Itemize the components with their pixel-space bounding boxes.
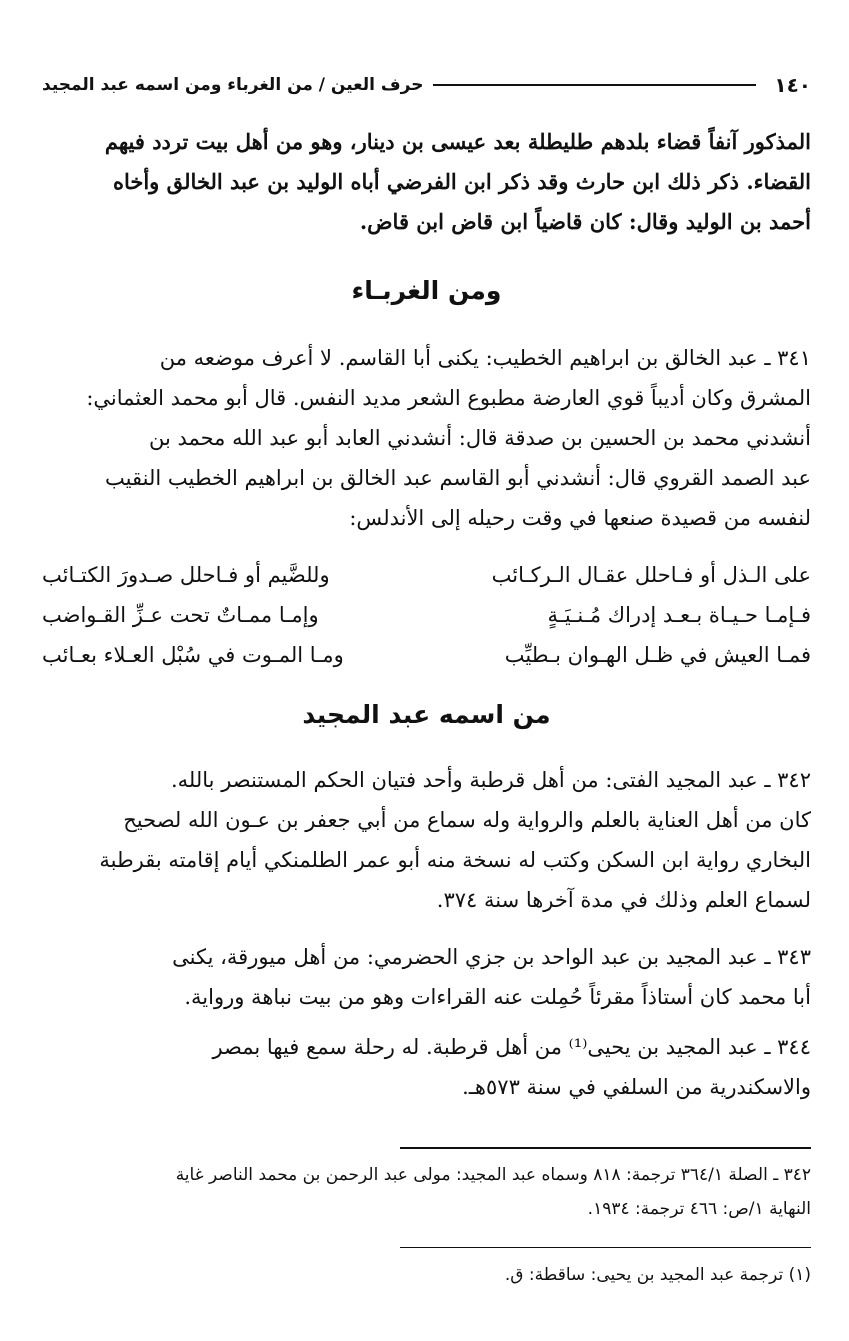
text-line: أبا محمد كان أستاذاً مقرئاً حُمِلت عنه القراءات وهو من بيت نباهة ورواية. [184, 985, 811, 1009]
entry-341 [42, 338, 811, 538]
footnote-separator [400, 1147, 811, 1149]
footnote-1 [42, 1258, 811, 1292]
text-line: عبد الصمد القروي قال: أنشدني أبو القاسم عبد الخالق بن ابراهيم الخطيب النقيب [105, 466, 811, 490]
poem-verses [42, 555, 811, 675]
verse-row [42, 635, 811, 675]
text-line: أنشدني محمد بن الحسين بن صدقة قال: أنشدني العابد أبو عبد الله محمد بن [148, 426, 811, 450]
footnote-line: ٣٤٢ ـ الصلة ٣٦٤/١ ترجمة: ٨١٨ وسماه عبد المجيد: مولى عبد الرحمن بن محمد الناصر غاية [175, 1165, 811, 1185]
entry-343 [42, 937, 811, 1017]
text-line: لنفسه من قصيدة صنعها في وقت رحيله إلى الأندلس: [349, 506, 811, 530]
page-number: ١٤٠ [774, 73, 811, 97]
header-title: حرف العين / من الغرباء ومن اسمه عبد المجيد [42, 75, 424, 95]
text-line: ٣٤٤ ـ عبد المجيد بن يحيى⁽¹⁾ من أهل قرطبة. له رحلة سمع فيها بمصر [212, 1035, 811, 1059]
section-heading-strangers: ومن الغربـاء [351, 276, 502, 305]
text-line: القضاء. ذكر ذلك ابن حارث وقد ذكر ابن الفرضي أباه الوليد بن عبد الخالق وأخاه [112, 169, 811, 194]
text-line: البخاري رواية ابن السكن وكتب له نسخة منه أبو عمر الطلمنكي أيام إقامته بقرطبة [99, 848, 811, 872]
verse-row [42, 555, 811, 595]
verse-second-hemistich: وللضَّيم أو فـاحلل صـدورَ الكتـائب [42, 563, 330, 587]
footnote-line: (١) ترجمة عبد المجيد بن يحيى: ساقطة: ق. [504, 1265, 811, 1285]
footnote-line: النهاية ١/ص: ٤٦٦ ترجمة: ١٩٣٤. [587, 1199, 811, 1219]
intro-paragraph [42, 122, 811, 242]
text-line: المذكور آنفاً قضاء بلدهم طليطلة بعد عيسى بن دينار، وهو من أهل بيت تردد فيهم [104, 129, 811, 154]
verse-first-hemistich: على الـذل أو فـاحلل عقـال الـركـائب [491, 563, 811, 587]
text-line: كان من أهل العناية بالعلم والرواية وله سماع من أبي جعفر بن عـون الله لصحيح [123, 808, 811, 832]
footnote-sources [42, 1158, 811, 1226]
text-line: والاسكندرية من السلفي في سنة ٥٧٣هـ. [462, 1075, 811, 1099]
text-line: ٣٤٣ ـ عبد المجيد بن عبد الواحد بن جزي الحضرمي: من أهل ميورقة، يكنى [172, 945, 811, 969]
running-header [42, 70, 811, 100]
text-line: ٣٤١ ـ عبد الخالق بن ابراهيم الخطيب: يكنى أبا القاسم. لا أعرف موضعه من [159, 346, 811, 370]
text-line: أحمد بن الوليد وقال: كان قاضياً ابن قاض ابن قاض. [359, 209, 811, 234]
entry-342 [42, 760, 811, 920]
verse-first-hemistich: فـإمـا حـيـاة بـعـد إدراك مُـنـيَـةٍ [547, 603, 811, 627]
entry-344 [42, 1027, 811, 1107]
verse-second-hemistich: وإمـا ممـاتٌ تحت عـزِّ القـواضب [42, 603, 319, 627]
verse-second-hemistich: ومـا المـوت في سُبْل العـلاء بعـائب [42, 643, 344, 667]
text-line: المشرق وكان أديباً قوي العارضة مطبوع الشعر مديد النفس. قال أبو محمد العثماني: [86, 386, 811, 410]
text-line: ٣٤٢ ـ عبد المجيد الفتى: من أهل قرطبة وأحد فتيان الحكم المستنصر بالله. [170, 768, 811, 792]
header-rule [433, 84, 756, 86]
section-heading-abd-al-majid: من اسمه عبد المجيد [302, 700, 551, 729]
verse-row [42, 595, 811, 635]
text-line: لسماع العلم وذلك في مدة آخرها سنة ٣٧٤. [436, 888, 811, 912]
footnote-separator-2 [400, 1247, 811, 1248]
verse-first-hemistich: فمـا العيش في ظـل الهـوان بـطيِّب [504, 643, 811, 667]
